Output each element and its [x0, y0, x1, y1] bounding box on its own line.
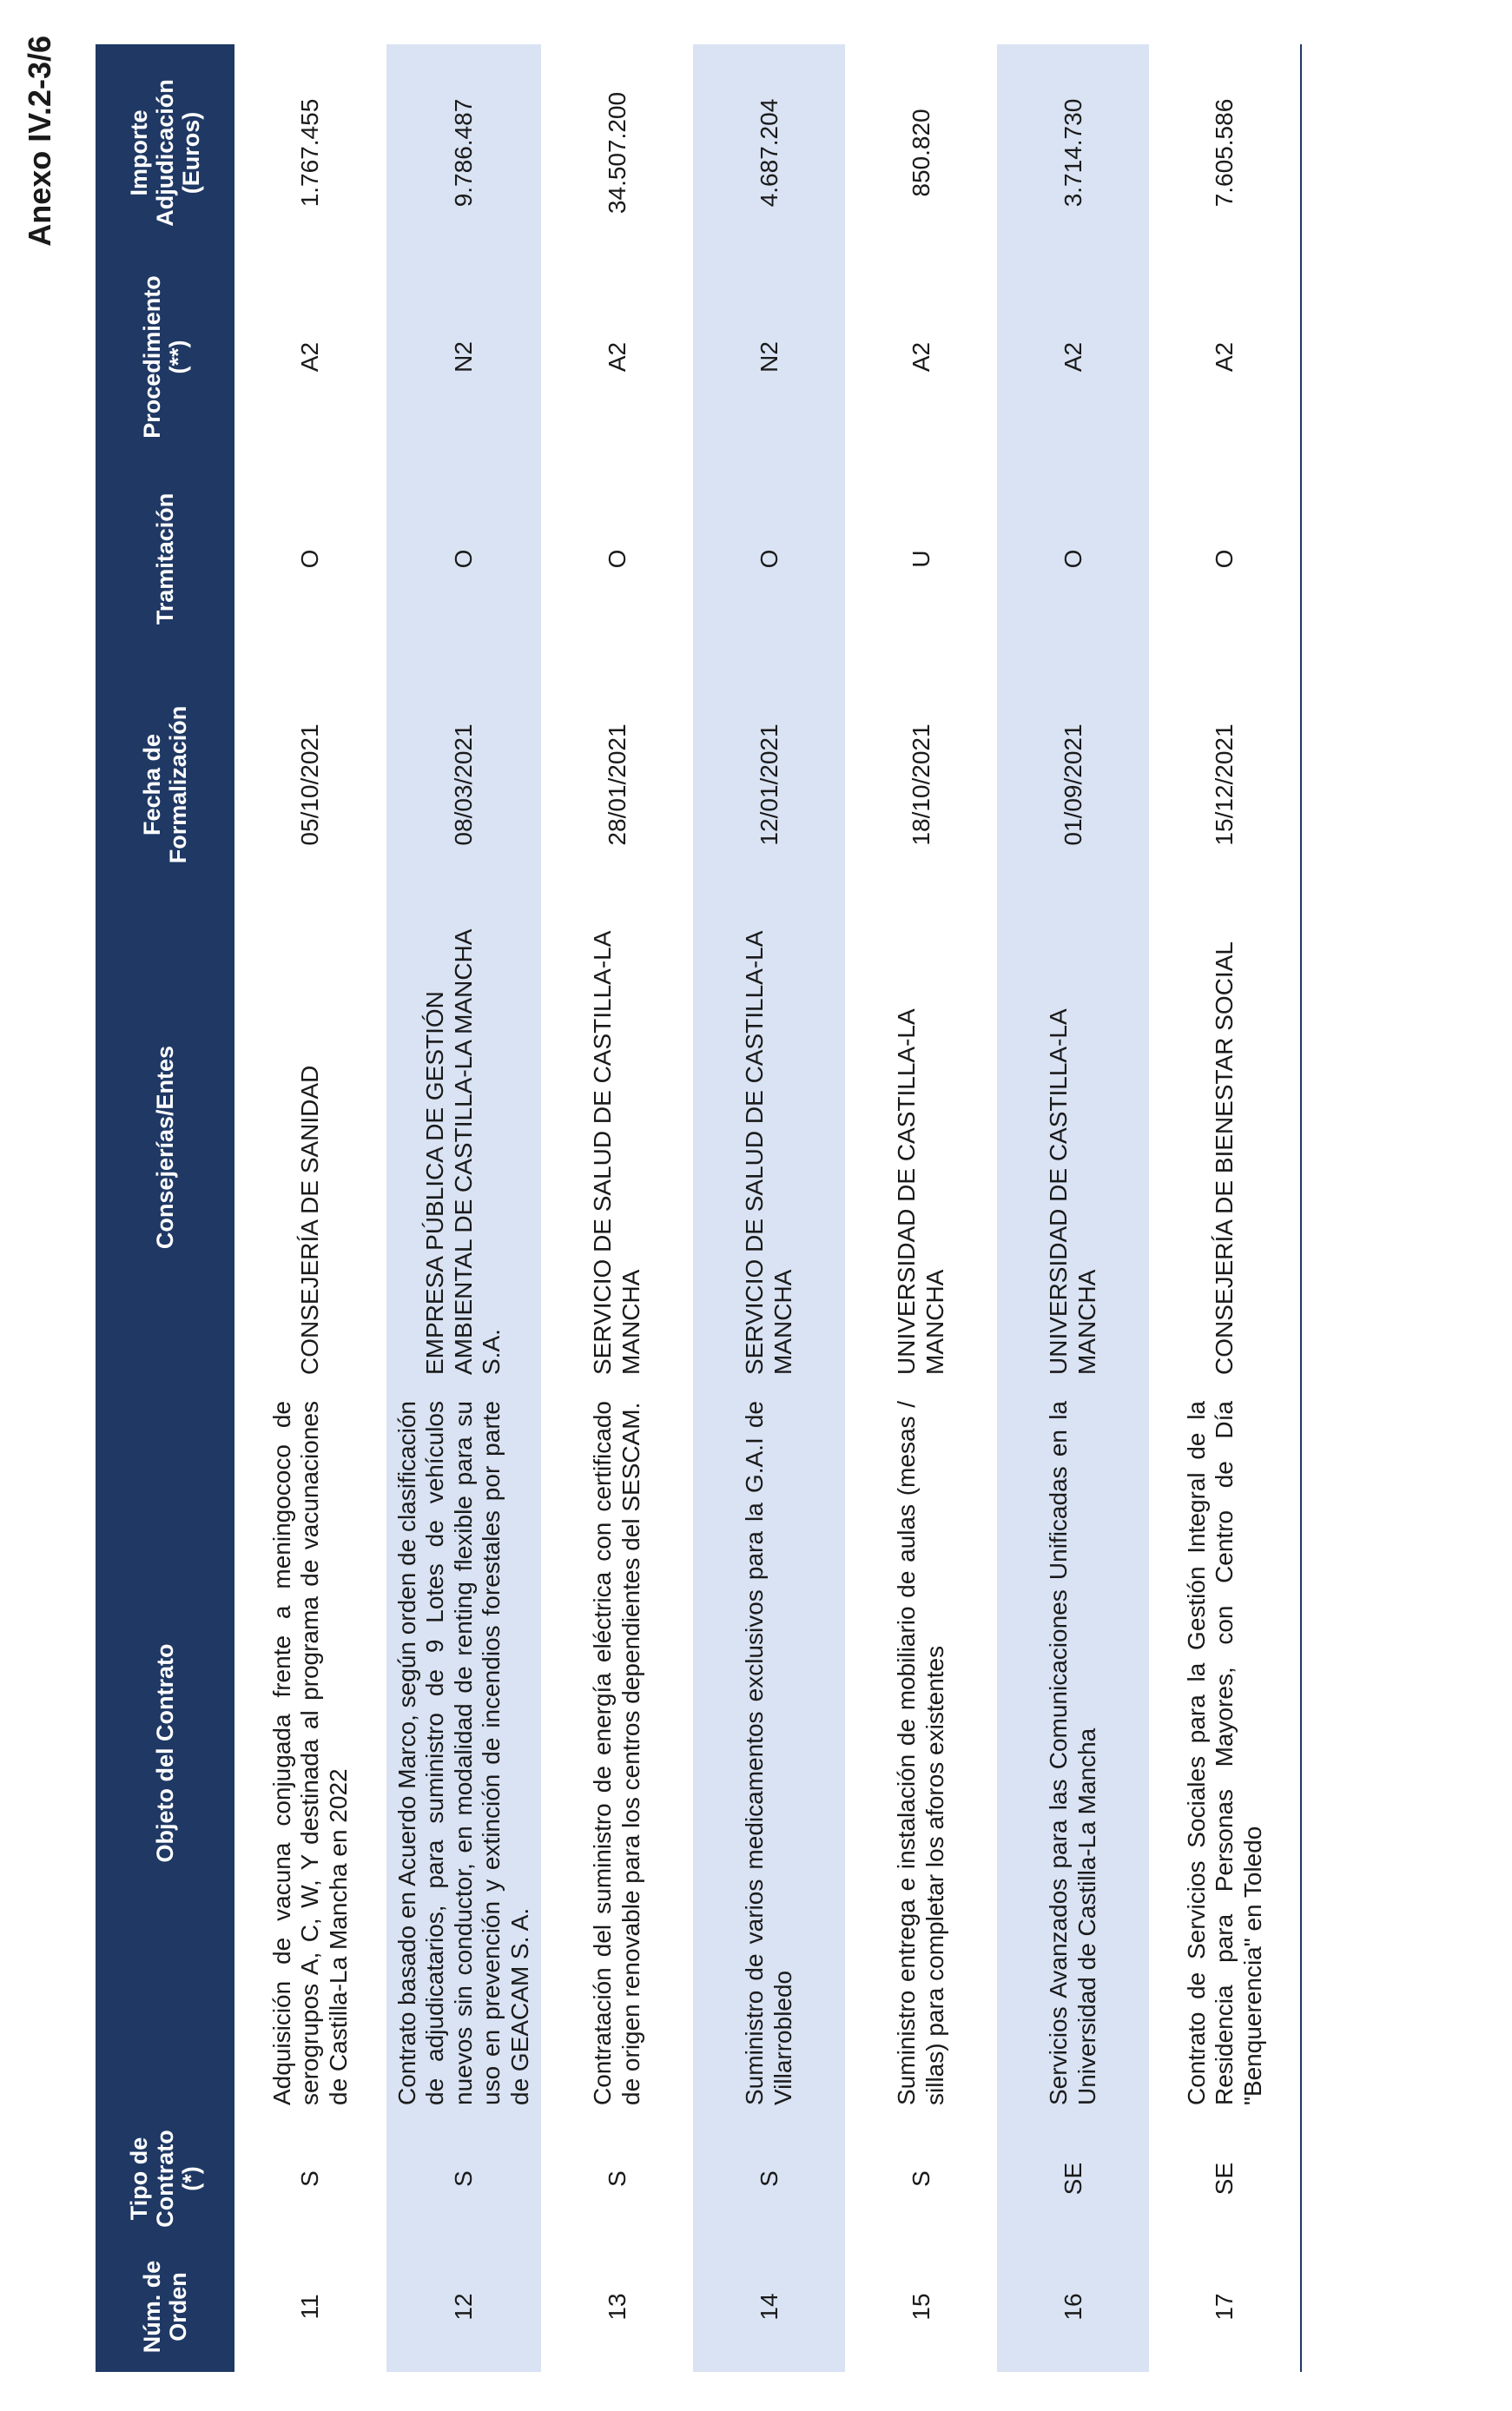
- cell-importe: 850.820: [907, 109, 934, 197]
- cell-fecha: 18/10/2021: [907, 723, 934, 846]
- cell-tipo: S: [296, 2170, 324, 2187]
- cell-tipo: S: [693, 2116, 845, 2242]
- cell-num: 13: [603, 2293, 631, 2321]
- contracts-table: [96, 44, 1302, 2372]
- cell-objeto: Suministro de varios medicamentos exclusivos para la G.A.I de Villarrobledo: [693, 1390, 845, 2116]
- table-row: [997, 44, 1149, 2372]
- cell-num: 15: [907, 2293, 934, 2321]
- cell-entes: SERVICIO DE SALUD DE CASTILLA-LA MANCHA: [693, 904, 845, 1390]
- cell-entes: SERVICIO DE SALUD DE CASTILLA-LA MANCHA: [589, 932, 644, 1375]
- cell-tramitacion: O: [296, 549, 324, 569]
- cell-procedimiento: A2: [296, 341, 324, 373]
- cell-objeto: Adquisición de vacuna conjugada frente a meningococo de serogrupos A, C, W, Y destinada al programa de vacunaciones de Castilla-La Mancha en 2022: [267, 1401, 352, 2105]
- cell-procedimiento: N2: [386, 261, 541, 452]
- cell-objeto: Suministro entrega e instalación de mobiliario de aulas (mesas / sillas) para completar los aforos existentes: [893, 1401, 948, 2105]
- table-row: [693, 44, 845, 2372]
- cell-entes: UNIVERSIDAD DE CASTILLA-LA MANCHA: [997, 904, 1149, 1390]
- header-num: Núm. de Orden: [96, 2242, 234, 2372]
- cell-num: 14: [693, 2242, 845, 2372]
- cell-num: 12: [386, 2242, 541, 2372]
- cell-tipo: SE: [997, 2116, 1149, 2242]
- cell-fecha: 08/03/2021: [386, 665, 541, 904]
- cell-fecha: 12/01/2021: [693, 665, 845, 904]
- cell-tipo: SE: [1149, 2116, 1301, 2242]
- cell-fecha: 28/01/2021: [603, 723, 631, 846]
- cell-entes: CONSEJERÍA DE SANIDAD: [296, 1065, 324, 1375]
- cell-entes: UNIVERSIDAD DE CASTILLA-LA MANCHA: [893, 1009, 948, 1375]
- cell-num: 17: [1149, 2242, 1301, 2372]
- cell-tramitacion: O: [693, 452, 845, 665]
- cell-entes: CONSEJERÍA DE BIENESTAR SOCIAL: [1149, 904, 1301, 1390]
- cell-objeto: Contrato basado en Acuerdo Marco, según orden de clasificación de adjudicatarios, para suministro de 9 Lotes de vehículos nuevos sin conductor, en modalidad de renting flexible para su uso en prevención y extinción de incendios forestales por parte de GEACAM S. A.: [386, 1390, 541, 2116]
- annex-title: Anexo IV.2-3/6: [22, 36, 57, 247]
- cell-tramitacion: O: [997, 452, 1149, 665]
- cell-importe: 4.687.204: [693, 44, 845, 261]
- cell-tramitacion: U: [907, 550, 934, 568]
- cell-procedimiento: A2: [997, 261, 1149, 452]
- cell-objeto: Servicios Avanzados para las Comunicaciones Unificadas en la Universidad de Castilla-La Mancha: [997, 1390, 1149, 2116]
- cell-procedimiento: A2: [603, 341, 631, 373]
- cell-fecha: 01/09/2021: [997, 665, 1149, 904]
- cell-importe: 34.507.200: [603, 91, 631, 215]
- cell-procedimiento: A2: [1149, 261, 1301, 452]
- cell-entes: EMPRESA PÚBLICA DE GESTIÓN AMBIENTAL DE CASTILLA-LA MANCHA S.A.: [386, 904, 541, 1390]
- cell-fecha: 15/12/2021: [1149, 665, 1301, 904]
- cell-tramitacion: O: [386, 452, 541, 665]
- cell-procedimiento: N2: [693, 261, 845, 452]
- cell-tipo: S: [603, 2170, 631, 2187]
- cell-importe: 1.767.455: [296, 98, 324, 208]
- cell-num: 11: [296, 2294, 324, 2320]
- cell-procedimiento: A2: [907, 341, 934, 373]
- cell-tramitacion: O: [1149, 452, 1301, 665]
- cell-tipo: S: [907, 2170, 934, 2187]
- cell-tipo: S: [386, 2116, 541, 2242]
- header-procedimiento: Procedimiento (**): [96, 261, 234, 452]
- table-row: [1149, 44, 1301, 2372]
- cell-importe: 3.714.730: [997, 44, 1149, 261]
- cell-objeto: Contrato de Servicios Sociales para la Gestión Integral de la Residencia para Personas Mayores, con Centro de Día "Benquerencia" en Toledo: [1149, 1390, 1301, 2116]
- header-row: [96, 44, 234, 2372]
- table-row: [845, 44, 997, 2372]
- table-row: [541, 44, 693, 2372]
- cell-importe: 9.786.487: [386, 44, 541, 261]
- header-objeto: Objeto del Contrato: [96, 1390, 234, 2116]
- header-tipo: Tipo de Contrato (*): [96, 2116, 234, 2242]
- cell-objeto: Contratación del suministro de energía eléctrica con certificado de origen renovable para los centros dependientes del SESCAM.: [589, 1401, 644, 2105]
- header-fecha: Fecha de Formalización: [96, 665, 234, 904]
- table-row: [234, 44, 386, 2372]
- cell-num: 16: [997, 2242, 1149, 2372]
- cell-tramitacion: O: [603, 549, 631, 569]
- header-tramitacion: Tramitación: [96, 452, 234, 665]
- header-importe: Importe Adjudicación (Euros): [96, 44, 234, 261]
- header-entes: Consejerías/Entes: [96, 904, 234, 1390]
- table-row: [386, 44, 541, 2372]
- cell-importe: 7.605.586: [1149, 44, 1301, 261]
- cell-fecha: 05/10/2021: [296, 723, 324, 846]
